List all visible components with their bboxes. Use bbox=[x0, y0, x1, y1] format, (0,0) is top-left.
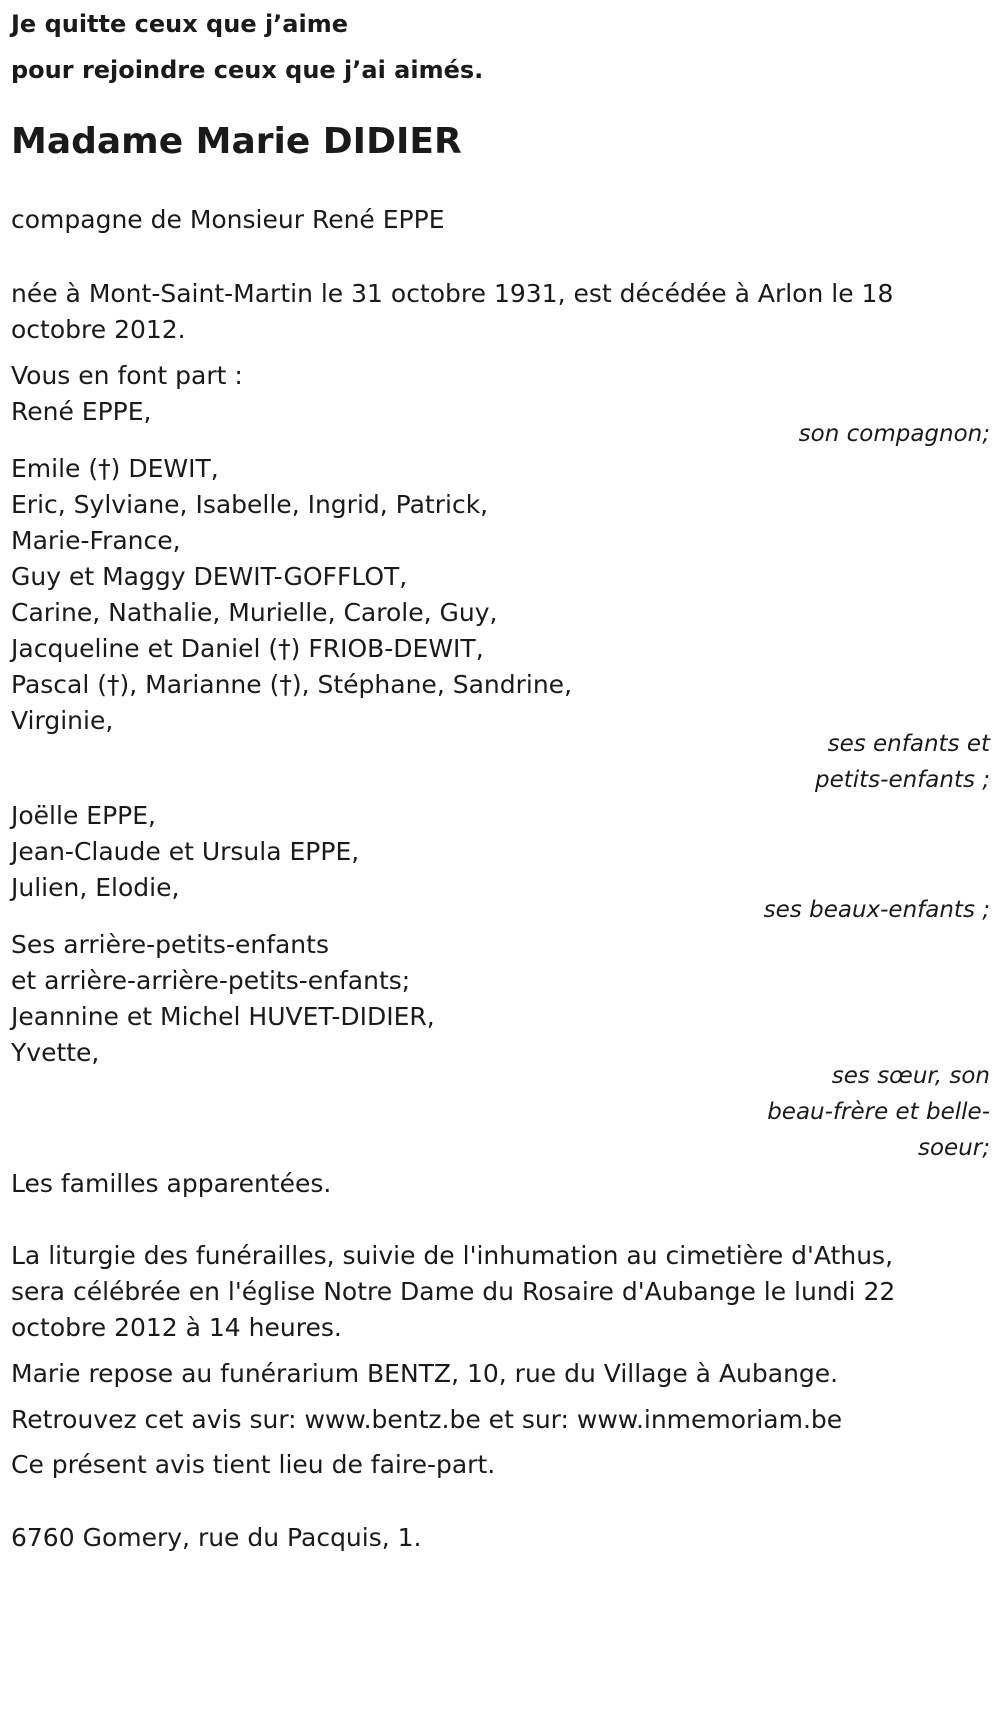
announce-intro: Vous en font part : bbox=[11, 361, 243, 390]
family-name-line: Jeannine et Michel HUVET-DIDIER, bbox=[11, 1002, 435, 1031]
deceased-name: Madame Marie DIDIER bbox=[11, 121, 462, 162]
family-name-line: Guy et Maggy DEWIT-GOFFLOT, bbox=[11, 562, 408, 591]
relation-label: ses enfants et bbox=[827, 731, 990, 757]
family-name-line: Yvette, bbox=[11, 1038, 100, 1067]
companion-line: compagne de Monsieur René EPPE bbox=[11, 205, 445, 234]
repose-line: Marie repose au funérarium BENTZ, 10, rue du Village à Aubange. bbox=[11, 1359, 839, 1388]
relation-label: ses sœur, son bbox=[831, 1063, 990, 1089]
family-name-line: Carine, Nathalie, Murielle, Carole, Guy, bbox=[11, 598, 498, 627]
relation-label: ses beaux-enfants ; bbox=[763, 897, 990, 923]
family-name-line: Julien, Elodie, bbox=[11, 873, 180, 902]
family-name-line: Emile (†) DEWIT, bbox=[11, 454, 219, 483]
funeral-line-3: octobre 2012 à 14 heures. bbox=[11, 1313, 342, 1342]
birth-death-line-1: née à Mont-Saint-Martin le 31 octobre 1931, est décédée à Arlon le 18 bbox=[11, 279, 894, 308]
family-name-line: Virginie, bbox=[11, 706, 114, 735]
relation-label: son compagnon; bbox=[798, 421, 990, 447]
online-line: Retrouvez cet avis sur: www.bentz.be et sur: www.inmemoriam.be bbox=[11, 1405, 843, 1434]
relation-label: beau-frère et belle- bbox=[767, 1099, 990, 1125]
relation-label: soeur; bbox=[918, 1135, 990, 1161]
family-name-line: Ses arrière-petits-enfants bbox=[11, 930, 329, 959]
families-line: Les familles apparentées. bbox=[11, 1169, 332, 1198]
family-name-line: Marie-France, bbox=[11, 526, 181, 555]
epigraph-line-1: Je quitte ceux que j’aime bbox=[11, 10, 349, 38]
family-name-line: Eric, Sylviane, Isabelle, Ingrid, Patrick, bbox=[11, 490, 489, 519]
relation-label: petits-enfants ; bbox=[814, 767, 990, 793]
family-name-line: Joëlle EPPE, bbox=[11, 801, 156, 830]
family-name-line: et arrière-arrière-petits-enfants; bbox=[11, 966, 411, 995]
notice-line: Ce présent avis tient lieu de faire-part. bbox=[11, 1450, 496, 1479]
funeral-line-1: La liturgie des funérailles, suivie de l'inhumation au cimetière d'Athus, bbox=[11, 1241, 894, 1270]
family-name-line: René EPPE, bbox=[11, 397, 152, 426]
family-name-line: Jacqueline et Daniel (†) FRIOB-DEWIT, bbox=[11, 634, 484, 663]
epigraph-line-2: pour rejoindre ceux que j’ai aimés. bbox=[11, 56, 484, 84]
family-name-line: Pascal (†), Marianne (†), Stéphane, Sandrine, bbox=[11, 670, 573, 699]
birth-death-line-2: octobre 2012. bbox=[11, 315, 186, 344]
address-line: 6760 Gomery, rue du Pacquis, 1. bbox=[11, 1523, 422, 1552]
family-name-line: Jean-Claude et Ursula EPPE, bbox=[11, 837, 360, 866]
funeral-line-2: sera célébrée en l'église Notre Dame du Rosaire d'Aubange le lundi 22 bbox=[11, 1277, 896, 1306]
